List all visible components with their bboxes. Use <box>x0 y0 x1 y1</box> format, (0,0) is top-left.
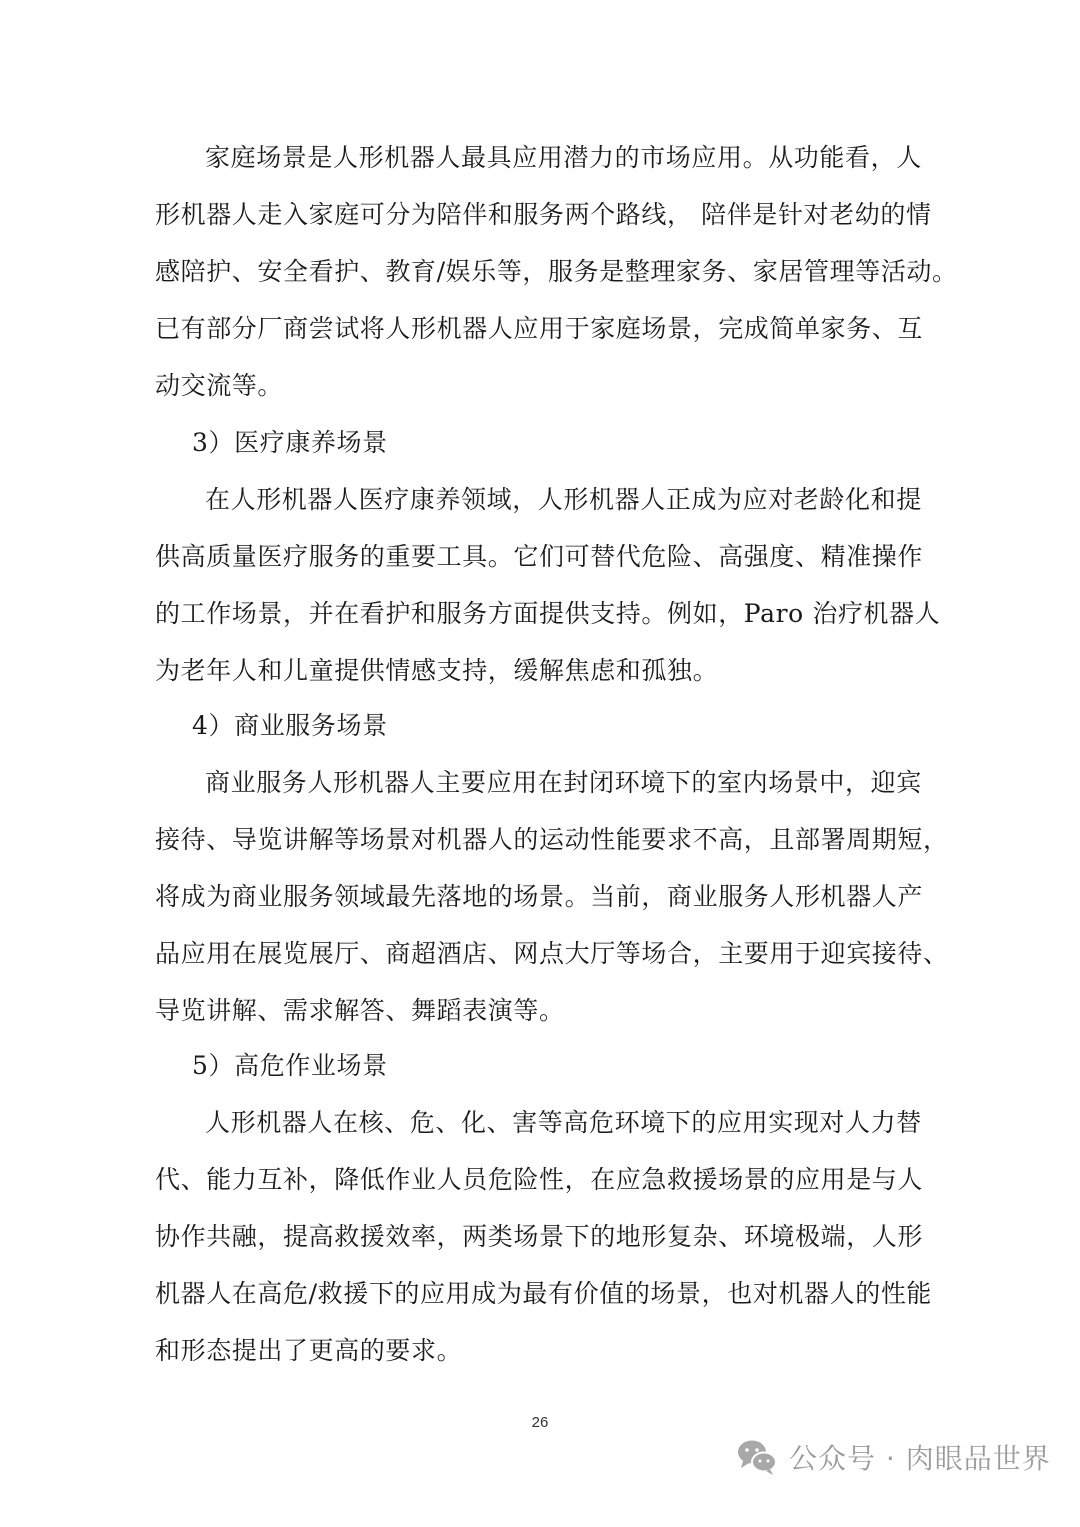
body-text-line: 动交流等。 <box>155 371 284 400</box>
body-text-line: 商业服务人形机器人主要应用在封闭环境下的室内场景中，迎宾 <box>205 768 922 797</box>
section-heading: 3）医疗康养场景 <box>192 428 388 457</box>
watermark <box>735 1432 1051 1482</box>
body-text-line: 和形态提出了更高的要求。 <box>155 1336 463 1365</box>
body-text-line: 机器人在高危/救援下的应用成为最有价值的场景，也对机器人的性能 <box>155 1279 933 1308</box>
body-text-line: 家庭场景是人形机器人最具应用潜力的市场应用。从功能看，人 <box>205 143 922 172</box>
wechat-icon <box>735 1437 779 1477</box>
body-text-line: 供高质量医疗服务的重要工具。它们可替代危险、高强度、精准操作 <box>155 542 924 571</box>
body-text-line: 代、能力互补，降低作业人员危险性，在应急救援场景的应用是与人 <box>155 1165 924 1194</box>
body-text-line: 接待、导览讲解等场景对机器人的运动性能要求不高，且部署周期短， <box>155 825 949 854</box>
body-text-line: 已有部分厂商尝试将人形机器人应用于家庭场景，完成简单家务、互 <box>155 314 924 343</box>
page-number: 26 <box>531 1414 549 1431</box>
body-text-line: 品应用在展览展厅、商超酒店、网点大厅等场合，主要用于迎宾接待、 <box>155 939 949 968</box>
section-heading: 4）商业服务场景 <box>192 711 388 740</box>
body-text-line: 形机器人走入家庭可分为陪伴和服务两个路线， 陪伴是针对老幼的情 <box>155 200 932 229</box>
body-text-line: 协作共融，提高救援效率，两类场景下的地形复杂、环境极端，人形 <box>155 1222 924 1251</box>
body-text-line: 在人形机器人医疗康养领域，人形机器人正成为应对老龄化和提 <box>205 485 922 514</box>
body-text-line: 人形机器人在核、危、化、害等高危环境下的应用实现对人力替 <box>205 1108 922 1137</box>
body-text-line: 将成为商业服务领域最先落地的场景。当前，商业服务人形机器人产 <box>155 882 924 911</box>
body-text-line: 感陪护、安全看护、教育/娱乐等，服务是整理家务、家居管理等活动。 <box>155 257 958 286</box>
body-text-line: 导览讲解、需求解答、舞蹈表演等。 <box>155 996 565 1025</box>
watermark-text: 公众号 · 肉眼品世界 <box>789 1442 1051 1475</box>
body-text-line: 的工作场景，并在看护和服务方面提供支持。例如，Paro 治疗机器人 <box>155 599 941 628</box>
body-text-line: 为老年人和儿童提供情感支持，缓解焦虑和孤独。 <box>155 656 719 685</box>
section-heading: 5）高危作业场景 <box>192 1051 388 1080</box>
